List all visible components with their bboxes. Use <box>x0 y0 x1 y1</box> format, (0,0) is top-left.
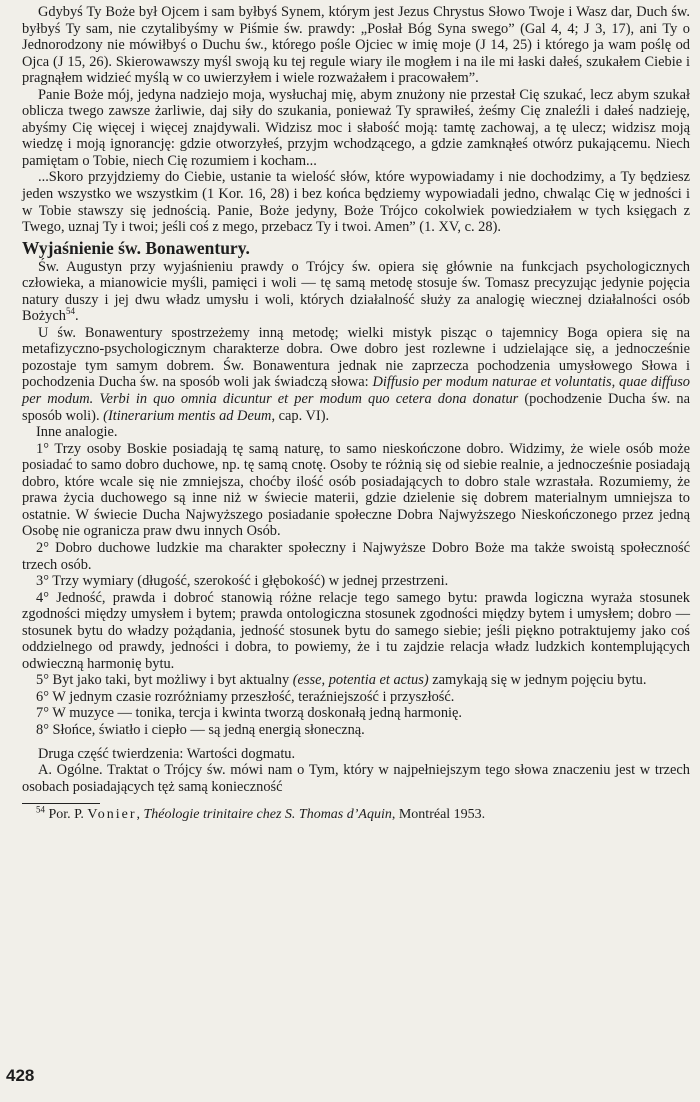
main-text <box>22 4 690 795</box>
analogy-item: 1° Trzy osoby Boskie posiadają tę samą naturę, to samo nieskończone dobro. Widzimy, że wiele osób może posiadać to samo dobro duchowe, np. tę samą cnotę. Osoby te różnią się od siebie realnie, a jednocześnie posiadają dobro, które wcale się nie zmniejsza, choćby ilość osób posiadających to dobro stale wzrastała. Rozumiemy, że prawa życia duchowego są inne niż w świecie materii, gdzie dzielenie się dobrem materialnym umniejsza to ostatnie. W świecie Ducha Najwyższego posiadanie społeczne Dobra Najwyższego Nieskończonego przez jedną Osobę nie ogranicza praw dwu innych Osób. <box>22 440 690 540</box>
section-heading: Wyjaśnienie św. Bonawentury. <box>22 237 250 258</box>
footnote-prefix: Por. P. <box>48 807 88 823</box>
paragraph-augustine-method-text: Św. Augustyn przy wyjaśnieniu prawdy o Trójcy św. opiera się głównie na funkcjach psychologicznych człowieka, a mianowicie myśli, pamięci i woli — tę samą metodę stosuje św. Tomasz precyzując jedynie pojęcia natury duszy i jej dwu władz umysłu i woli, których działalność służy za analogię wiecznej działalności osób Bożych <box>22 258 690 325</box>
analogy-5-before: 5° Byt jako taki, byt możliwy i byt aktualny <box>36 672 293 689</box>
footnote-title: Théologie trinitaire chez S. Thomas d’Aquin <box>143 807 392 823</box>
analogy-item: 2° Dobro duchowe ludzkie ma charakter społeczny i Najwyższe Dobro Boże ma także swoistą społeczność trzech osób. <box>22 539 690 573</box>
paragraph-bonaventure <box>22 325 690 424</box>
footnote-reference: 54 <box>65 306 75 317</box>
paragraph-augustine-quote-3: ...Skoro przyjdziemy do Ciebie, ustanie ta wielość słów, które wypowiadamy i nie dochodzimy, a Ty będziesz jeden wszystko we wszystkim (1 Kor. 16, 28) i bez końca będziemy wypowiadali jedno, chwaląc Cię w jedności i w Tobie stawszy się jednością. Panie, Boże jedyny, Boże Trójco cokolwiek powiedziałem w tych księgach z Twego, uznaj Ty i twoi; jeśli coś z mego, przebacz Ty i twoi. Amen” (1. XV, c. 28). <box>22 169 690 236</box>
analogy-5-after: zamykają się w jednym pojęciu bytu. <box>428 672 647 689</box>
footnote-divider <box>22 803 100 804</box>
footnote-number: 54 <box>36 804 45 815</box>
analogies-list <box>22 424 690 738</box>
analogy-item: 8° Słońce, światło i ciepło — są jedną energią słoneczną. <box>36 721 365 738</box>
page-number: 428 <box>6 1066 35 1085</box>
analogy-item: 7° W muzyce — tonika, tercja i kwinta tworzą doskonałą jedną harmonię. <box>36 705 463 722</box>
analogy-item: 4° Jedność, prawda i dobroć stanowią różne relacje tego samego bytu: prawda logiczna wyraża stosunek zgodności między umysłem i bytem; prawda ontologiczna stosunek zgodności między bytem i umysłem; dobro — stosunek bytu do władzy pożądania, jedność stosunek bytu do samego siebie; jeśli piękno potraktujemy jako coś oddzielnego od prawdy, jedności i dobra, to powiemy, że i tu zajdzie relacja władz ludzkich kontemplujących odwieczną harmonię bytu. <box>22 589 690 672</box>
bonaventure-text-middle: (pochodzenie Ducha św. na sposób woli). <box>22 391 690 424</box>
source-tail: , cap. VI). <box>271 407 330 424</box>
source-title: (Itinerarium mentis ad Deum <box>103 407 272 424</box>
footnote-author: Vonier <box>87 807 137 823</box>
paragraph-a-general: A. Ogólne. Traktat o Trójcy św. mówi nam o Tym, który w najpełniejszym tego słowa znaczeniu jest w trzech osobach posiadających tęż samą konieczność <box>22 762 690 795</box>
analogy-item: 3° Trzy wymiary (długość, szerokość i głębokość) w jednej przestrzeni. <box>36 573 449 590</box>
analogies-intro: Inne analogie. <box>36 424 118 441</box>
paragraph-augustine-quote-2: Panie Boże mój, jedyna nadziejo moja, wysłuchaj mię, abym znużony nie przestał Cię szukać, lecz abym szukał oblicza twego zawsze żarliwie, daj siły do szukania, ponieważ Ty sprawiłeś, żeśmy Cię znaleźli i dałeś nadzieję, abyśmy Cię więcej i więcej znajdywali. Widzisz moc i słabość moją: tamtę zachowaj, a tę ulecz; widzisz moją wiedzę i moją ignorancję: gdzie otworzyłeś, przyjm wchodzącego, a gdzie zamknąłeś otwórz pukającemu. Niech pamiętam o Tobie, niech Cię rozumiem i kocham... <box>22 86 690 169</box>
footnote-tail: , Montréal 1953. <box>391 807 486 823</box>
analogy-item <box>22 672 690 689</box>
spacer <box>22 739 690 746</box>
paragraph-augustine-method: Św. Augustyn przy wyjaśnieniu prawdy o Trójcy św. opiera się głównie na funkcjach psychologicznych człowieka, a mianowicie myśli, pamięci i woli — tę samą metodę stosuje św. Tomasz precyzując jedynie pojęcia natury duszy i jej dwu władz umysłu i woli, których działalność służy za analogię wiecznej działalności osób Bożych$^{54}$. <box>22 258 690 325</box>
footnote-sep: , <box>136 807 144 823</box>
second-part-heading: Druga część twierdzenia: Wartości dogmatu. <box>38 745 296 762</box>
analogy-5-latin: (esse, potentia et actus) <box>292 672 429 689</box>
bonaventure-text-before: U św. Bonawentury spostrzeżemy inną metodę; wielki mistyk pisząc o tajemnicy Boga opiera się na metafizyczno-psychologicznym charakterze dobra. Owe dobro jest rozlewne i udzielające się, a jednocześnie pozostaje tym samym dobrem. Św. Bonawentura jednak nie zaprzecza pochodzenia umysłowego Słowa i pochodzenia Ducha św. na sposób woli jak świadczą słowa: <box>22 324 690 391</box>
footnote <box>22 804 690 823</box>
paragraph-augustine-quote-1: Gdybyś Ty Boże był Ojcem i sam byłbyś Synem, którym jest Jezus Chrystus Słowo Twoje i Wasz dar, Duch św. byłbyś Ty sam, nie czytalibyśmy w Piśmie św. prawdy: „Posłał Bóg Syna swego” (Gal 4, 4; J 3, 17), ani Ty o Jednorodzony nie mówiłbyś o Duchu św., którego pośle Ojciec w imię moje (J 14, 25) i którego ja wam poślę od Ojca (J 15, 26). Skierowawszy myśl swoją ku tej regule wiary ile mogłem i na ile mi łaski dałeś, szukałem Ciebie i pragnąłem widzieć myślą w co uwierzyłem i wiele rozważałem i pracowałem”. <box>22 4 690 87</box>
latin-quote: Diffusio per modum naturae et voluntatis, quae diffuso per modum. Verbi in quo omnia dicuntur et per modum quo cetera dona donatur <box>22 374 690 408</box>
analogy-item: 6° W jednym czasie rozróżniamy przeszłość, teraźniejszość i przyszłość. <box>36 688 455 705</box>
